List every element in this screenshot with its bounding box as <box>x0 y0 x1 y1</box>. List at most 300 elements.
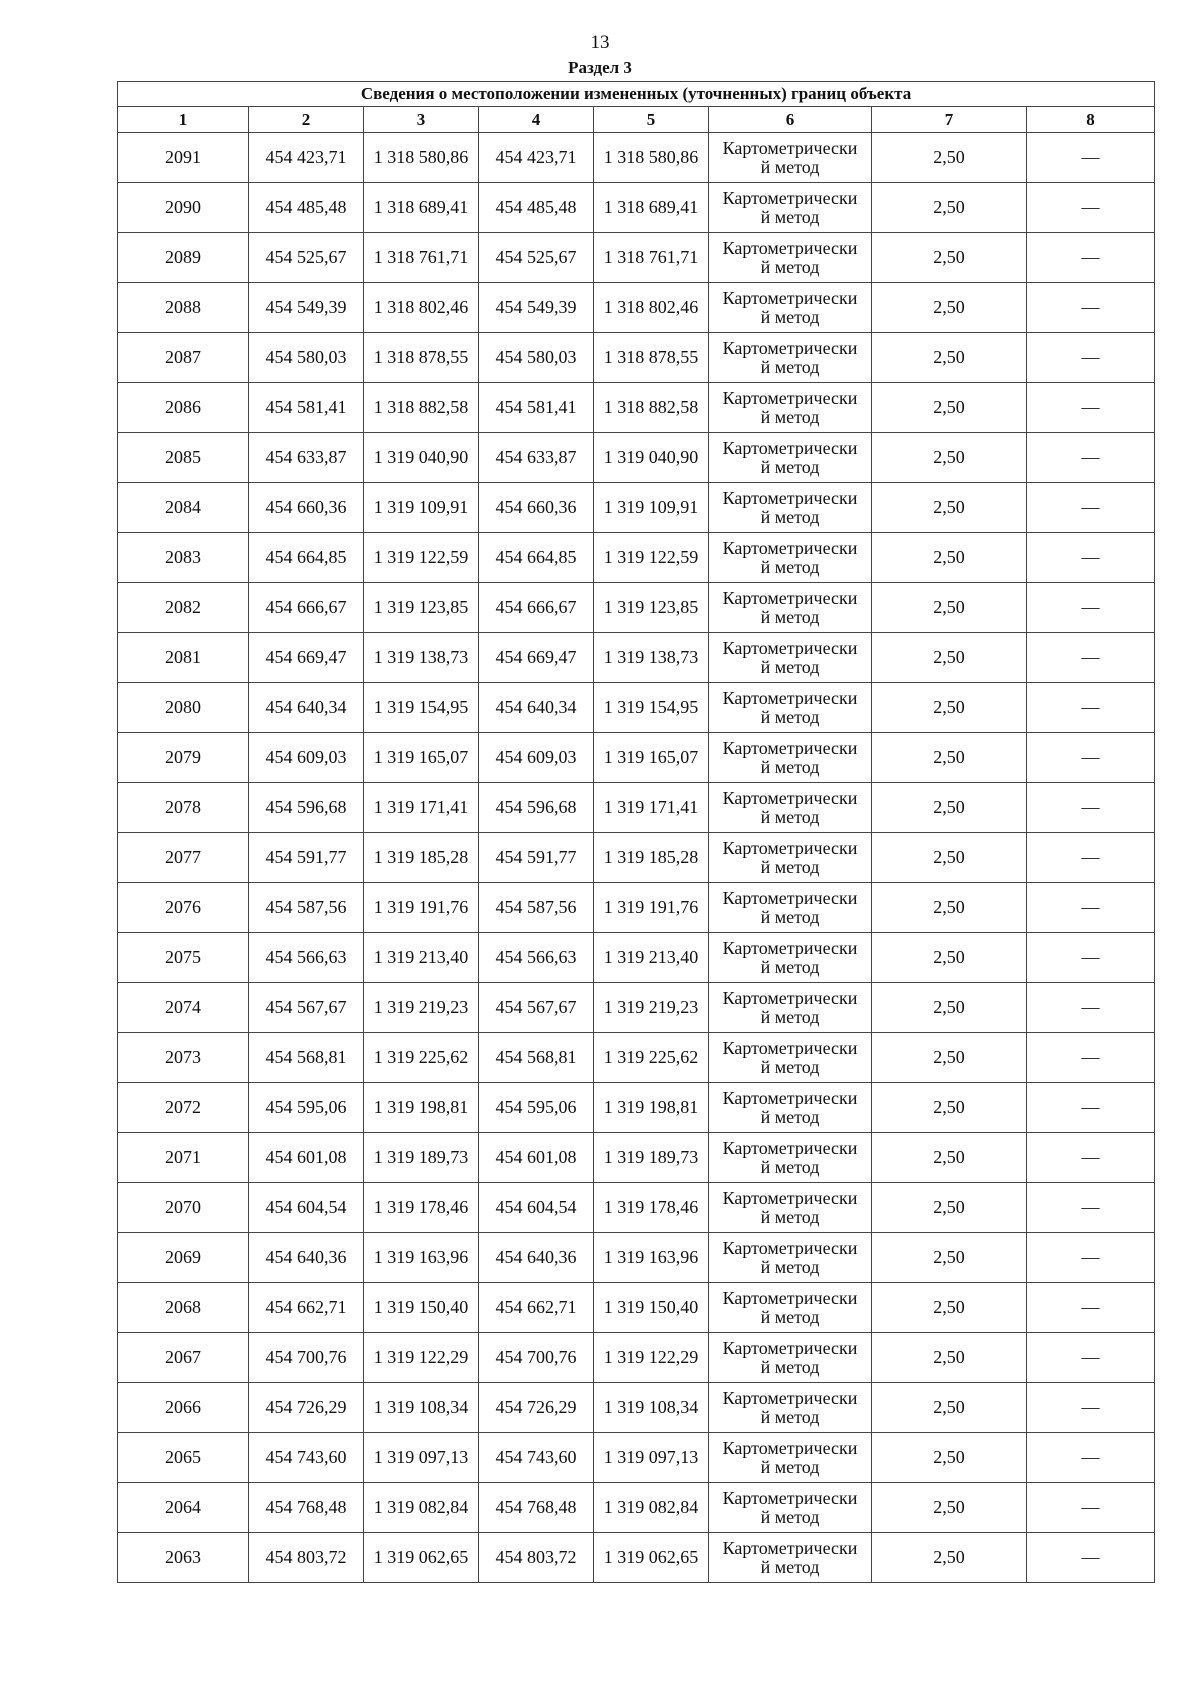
y-new-cell: 1 319 040,90 <box>594 433 709 483</box>
method-text-line1: Картометрически <box>722 1487 858 1508</box>
method-cell <box>709 983 872 1033</box>
accuracy-cell: 2,50 <box>872 583 1027 633</box>
method-text-line1: Картометрически <box>722 737 858 758</box>
y-existing-cell: 1 318 689,41 <box>364 183 479 233</box>
y-new-cell: 1 319 198,81 <box>594 1083 709 1133</box>
method-cell <box>709 683 872 733</box>
method-text-line1: Картометрически <box>722 1237 858 1258</box>
accuracy-cell: 2,50 <box>872 1483 1027 1533</box>
y-existing-cell: 1 319 122,59 <box>364 533 479 583</box>
y-new-cell: 1 318 802,46 <box>594 283 709 333</box>
y-new-cell: 1 319 123,85 <box>594 583 709 633</box>
table-row <box>118 183 1155 233</box>
accuracy-cell: 2,50 <box>872 333 1027 383</box>
method-cell <box>709 1533 872 1583</box>
accuracy-cell: 2,50 <box>872 1233 1027 1283</box>
table-row <box>118 483 1155 533</box>
x-new-cell: 454 587,56 <box>479 883 594 933</box>
accuracy-cell: 2,50 <box>872 283 1027 333</box>
point-number-cell: 2085 <box>118 433 249 483</box>
y-new-cell: 1 319 189,73 <box>594 1133 709 1183</box>
x-existing-cell: 454 768,48 <box>249 1483 364 1533</box>
method-cell <box>709 133 872 183</box>
point-number-cell: 2075 <box>118 933 249 983</box>
y-existing-cell: 1 319 040,90 <box>364 433 479 483</box>
y-new-cell: 1 319 097,13 <box>594 1433 709 1483</box>
table-row <box>118 1233 1155 1283</box>
method-text-line2: й метод <box>760 1156 820 1177</box>
method-text-line1: Картометрически <box>722 1337 858 1358</box>
accuracy-cell: 2,50 <box>872 733 1027 783</box>
y-new-cell: 1 319 171,41 <box>594 783 709 833</box>
dash-cell: — <box>1027 1483 1155 1533</box>
x-existing-cell: 454 580,03 <box>249 333 364 383</box>
accuracy-cell: 2,50 <box>872 183 1027 233</box>
x-existing-cell: 454 595,06 <box>249 1083 364 1133</box>
y-existing-cell: 1 319 165,07 <box>364 733 479 783</box>
dash-cell: — <box>1027 683 1155 733</box>
table-row <box>118 683 1155 733</box>
y-existing-cell: 1 319 123,85 <box>364 583 479 633</box>
dash-cell: — <box>1027 1333 1155 1383</box>
method-text-line2: й метод <box>760 856 820 877</box>
y-existing-cell: 1 319 219,23 <box>364 983 479 1033</box>
method-text-line1: Картометрически <box>722 337 858 358</box>
method-cell <box>709 1183 872 1233</box>
method-text-line1: Картометрически <box>722 1187 858 1208</box>
point-number-cell: 2090 <box>118 183 249 233</box>
accuracy-cell: 2,50 <box>872 483 1027 533</box>
x-new-cell: 454 566,63 <box>479 933 594 983</box>
y-existing-cell: 1 319 225,62 <box>364 1033 479 1083</box>
x-existing-cell: 454 664,85 <box>249 533 364 583</box>
x-existing-cell: 454 525,67 <box>249 233 364 283</box>
x-new-cell: 454 660,36 <box>479 483 594 533</box>
accuracy-cell: 2,50 <box>872 983 1027 1033</box>
accuracy-cell: 2,50 <box>872 133 1027 183</box>
point-number-cell: 2081 <box>118 633 249 683</box>
method-text-line2: й метод <box>760 1206 820 1227</box>
method-cell <box>709 433 872 483</box>
dash-cell: — <box>1027 433 1155 483</box>
accuracy-cell: 2,50 <box>872 683 1027 733</box>
point-number-cell: 2077 <box>118 833 249 883</box>
point-number-cell: 2088 <box>118 283 249 333</box>
page-number: 13 <box>590 32 610 53</box>
column-number: 5 <box>594 107 709 133</box>
dash-cell: — <box>1027 133 1155 183</box>
section-title: Раздел 3 <box>568 58 632 77</box>
method-cell <box>709 1133 872 1183</box>
y-new-cell: 1 319 154,95 <box>594 683 709 733</box>
y-new-cell: 1 318 761,71 <box>594 233 709 283</box>
column-number: 2 <box>249 107 364 133</box>
y-new-cell: 1 319 163,96 <box>594 1233 709 1283</box>
table-row <box>118 1483 1155 1533</box>
method-text-line1: Картометрически <box>722 287 858 308</box>
dash-cell: — <box>1027 1533 1155 1583</box>
point-number-cell: 2072 <box>118 1083 249 1133</box>
table-row <box>118 1533 1155 1583</box>
x-existing-cell: 454 604,54 <box>249 1183 364 1233</box>
y-new-cell: 1 319 062,65 <box>594 1533 709 1583</box>
x-new-cell: 454 662,71 <box>479 1283 594 1333</box>
point-number-cell: 2082 <box>118 583 249 633</box>
y-existing-cell: 1 319 163,96 <box>364 1233 479 1283</box>
table-row <box>118 733 1155 783</box>
accuracy-cell: 2,50 <box>872 1133 1027 1183</box>
method-cell <box>709 483 872 533</box>
dash-cell: — <box>1027 233 1155 283</box>
x-existing-cell: 454 743,60 <box>249 1433 364 1483</box>
y-new-cell: 1 318 882,58 <box>594 383 709 433</box>
method-text-line1: Картометрически <box>722 137 858 158</box>
x-existing-cell: 454 640,36 <box>249 1233 364 1283</box>
table-row <box>118 1283 1155 1333</box>
y-new-cell: 1 318 689,41 <box>594 183 709 233</box>
dash-cell: — <box>1027 633 1155 683</box>
y-new-cell: 1 319 213,40 <box>594 933 709 983</box>
dash-cell: — <box>1027 883 1155 933</box>
method-text-line2: й метод <box>760 606 820 627</box>
x-new-cell: 454 568,81 <box>479 1033 594 1083</box>
table-row <box>118 983 1155 1033</box>
column-number-row <box>118 107 1155 133</box>
accuracy-cell: 2,50 <box>872 233 1027 283</box>
y-new-cell: 1 319 109,91 <box>594 483 709 533</box>
dash-cell: — <box>1027 1433 1155 1483</box>
y-new-cell: 1 319 138,73 <box>594 633 709 683</box>
method-cell <box>709 533 872 583</box>
method-cell <box>709 933 872 983</box>
y-existing-cell: 1 319 082,84 <box>364 1483 479 1533</box>
x-existing-cell: 454 587,56 <box>249 883 364 933</box>
dash-cell: — <box>1027 1033 1155 1083</box>
x-new-cell: 454 525,67 <box>479 233 594 283</box>
dash-cell: — <box>1027 183 1155 233</box>
point-number-cell: 2071 <box>118 1133 249 1183</box>
method-cell <box>709 233 872 283</box>
method-text-line2: й метод <box>760 156 820 177</box>
dash-cell: — <box>1027 733 1155 783</box>
dash-cell: — <box>1027 1283 1155 1333</box>
point-number-cell: 2079 <box>118 733 249 783</box>
point-number-cell: 2091 <box>118 133 249 183</box>
x-new-cell: 454 669,47 <box>479 633 594 683</box>
method-text-line2: й метод <box>760 1556 820 1577</box>
point-number-cell: 2087 <box>118 333 249 383</box>
y-existing-cell: 1 319 109,91 <box>364 483 479 533</box>
y-new-cell: 1 319 191,76 <box>594 883 709 933</box>
method-text-line1: Картометрически <box>722 1537 858 1558</box>
accuracy-cell: 2,50 <box>872 433 1027 483</box>
x-new-cell: 454 609,03 <box>479 733 594 783</box>
x-new-cell: 454 666,67 <box>479 583 594 633</box>
point-number-cell: 2076 <box>118 883 249 933</box>
table-row <box>118 633 1155 683</box>
method-text-line2: й метод <box>760 206 820 227</box>
method-text-line2: й метод <box>760 956 820 977</box>
y-new-cell: 1 319 122,29 <box>594 1333 709 1383</box>
method-text-line2: й метод <box>760 1356 820 1377</box>
method-text-line1: Картометрически <box>722 387 858 408</box>
y-existing-cell: 1 319 097,13 <box>364 1433 479 1483</box>
method-text-line2: й метод <box>760 1256 820 1277</box>
table-row <box>118 533 1155 583</box>
table-body <box>118 133 1155 1583</box>
table-row <box>118 233 1155 283</box>
y-existing-cell: 1 319 189,73 <box>364 1133 479 1183</box>
table-row <box>118 783 1155 833</box>
accuracy-cell: 2,50 <box>872 1533 1027 1583</box>
dash-cell: — <box>1027 533 1155 583</box>
point-number-cell: 2084 <box>118 483 249 533</box>
x-new-cell: 454 596,68 <box>479 783 594 833</box>
column-number: 1 <box>118 107 249 133</box>
table-row <box>118 583 1155 633</box>
method-text-line1: Картометрически <box>722 837 858 858</box>
x-new-cell: 454 633,87 <box>479 433 594 483</box>
column-number: 7 <box>872 107 1027 133</box>
method-text-line1: Картометрически <box>722 187 858 208</box>
accuracy-cell: 2,50 <box>872 933 1027 983</box>
method-cell <box>709 283 872 333</box>
column-number: 3 <box>364 107 479 133</box>
method-text-line1: Картометрически <box>722 1037 858 1058</box>
point-number-cell: 2073 <box>118 1033 249 1083</box>
point-number-cell: 2063 <box>118 1533 249 1583</box>
y-existing-cell: 1 318 882,58 <box>364 383 479 433</box>
point-number-cell: 2065 <box>118 1433 249 1483</box>
method-text-line2: й метод <box>760 1406 820 1427</box>
point-number-cell: 2086 <box>118 383 249 433</box>
dash-cell: — <box>1027 983 1155 1033</box>
method-text-line1: Картометрически <box>722 687 858 708</box>
table-row <box>118 1083 1155 1133</box>
method-text-line2: й метод <box>760 906 820 927</box>
dash-cell: — <box>1027 783 1155 833</box>
method-text-line2: й метод <box>760 1506 820 1527</box>
accuracy-cell: 2,50 <box>872 1033 1027 1083</box>
dash-cell: — <box>1027 333 1155 383</box>
x-new-cell: 454 591,77 <box>479 833 594 883</box>
x-existing-cell: 454 662,71 <box>249 1283 364 1333</box>
y-existing-cell: 1 319 171,41 <box>364 783 479 833</box>
x-new-cell: 454 604,54 <box>479 1183 594 1233</box>
x-existing-cell: 454 549,39 <box>249 283 364 333</box>
x-new-cell: 454 601,08 <box>479 1133 594 1183</box>
dash-cell: — <box>1027 1083 1155 1133</box>
y-new-cell: 1 319 082,84 <box>594 1483 709 1533</box>
method-text-line2: й метод <box>760 456 820 477</box>
x-new-cell: 454 640,34 <box>479 683 594 733</box>
table-row <box>118 133 1155 183</box>
method-text-line1: Картометрически <box>722 237 858 258</box>
y-existing-cell: 1 319 178,46 <box>364 1183 479 1233</box>
x-new-cell: 454 768,48 <box>479 1483 594 1533</box>
x-new-cell: 454 803,72 <box>479 1533 594 1583</box>
x-existing-cell: 454 596,68 <box>249 783 364 833</box>
method-text-line2: й метод <box>760 256 820 277</box>
x-existing-cell: 454 567,67 <box>249 983 364 1033</box>
y-existing-cell: 1 319 108,34 <box>364 1383 479 1433</box>
point-number-cell: 2080 <box>118 683 249 733</box>
point-number-cell: 2074 <box>118 983 249 1033</box>
x-existing-cell: 454 669,47 <box>249 633 364 683</box>
method-text-line1: Картометрически <box>722 937 858 958</box>
method-cell <box>709 1033 872 1083</box>
dash-cell: — <box>1027 933 1155 983</box>
method-cell <box>709 783 872 833</box>
method-cell <box>709 883 872 933</box>
method-text-line1: Картометрически <box>722 887 858 908</box>
x-existing-cell: 454 726,29 <box>249 1383 364 1433</box>
x-new-cell: 454 485,48 <box>479 183 594 233</box>
y-existing-cell: 1 319 150,40 <box>364 1283 479 1333</box>
dash-cell: — <box>1027 383 1155 433</box>
table-row <box>118 1333 1155 1383</box>
dash-cell: — <box>1027 1233 1155 1283</box>
method-text-line1: Картометрически <box>722 437 858 458</box>
point-number-cell: 2078 <box>118 783 249 833</box>
point-number-cell: 2066 <box>118 1383 249 1433</box>
method-text-line1: Картометрически <box>722 787 858 808</box>
table-row <box>118 383 1155 433</box>
method-text-line2: й метод <box>760 1106 820 1127</box>
method-cell <box>709 1383 872 1433</box>
y-new-cell: 1 319 108,34 <box>594 1383 709 1433</box>
x-existing-cell: 454 803,72 <box>249 1533 364 1583</box>
y-existing-cell: 1 318 580,86 <box>364 133 479 183</box>
method-text-line1: Картометрически <box>722 1287 858 1308</box>
point-number-cell: 2064 <box>118 1483 249 1533</box>
method-cell <box>709 1233 872 1283</box>
method-text-line2: й метод <box>760 306 820 327</box>
point-number-cell: 2068 <box>118 1283 249 1333</box>
y-new-cell: 1 319 225,62 <box>594 1033 709 1083</box>
x-existing-cell: 454 485,48 <box>249 183 364 233</box>
y-existing-cell: 1 318 761,71 <box>364 233 479 283</box>
table-row <box>118 1033 1155 1083</box>
dash-cell: — <box>1027 283 1155 333</box>
table-row <box>118 1133 1155 1183</box>
x-new-cell: 454 567,67 <box>479 983 594 1033</box>
x-new-cell: 454 726,29 <box>479 1383 594 1433</box>
method-cell <box>709 633 872 683</box>
table-row <box>118 333 1155 383</box>
method-text-line1: Картометрически <box>722 1087 858 1108</box>
accuracy-cell: 2,50 <box>872 1183 1027 1233</box>
table-row <box>118 1183 1155 1233</box>
x-existing-cell: 454 609,03 <box>249 733 364 783</box>
y-new-cell: 1 319 178,46 <box>594 1183 709 1233</box>
x-new-cell: 454 423,71 <box>479 133 594 183</box>
accuracy-cell: 2,50 <box>872 833 1027 883</box>
method-text-line1: Картометрически <box>722 1387 858 1408</box>
dash-cell: — <box>1027 1383 1155 1433</box>
y-new-cell: 1 318 878,55 <box>594 333 709 383</box>
method-text-line2: й метод <box>760 1456 820 1477</box>
column-number: 8 <box>1027 107 1155 133</box>
accuracy-cell: 2,50 <box>872 533 1027 583</box>
method-cell <box>709 1483 872 1533</box>
point-number-cell: 2089 <box>118 233 249 283</box>
x-existing-cell: 454 568,81 <box>249 1033 364 1083</box>
x-existing-cell: 454 633,87 <box>249 433 364 483</box>
method-text-line2: й метод <box>760 806 820 827</box>
method-text-line1: Картометрически <box>722 487 858 508</box>
method-text-line2: й метод <box>760 406 820 427</box>
y-new-cell: 1 319 122,59 <box>594 533 709 583</box>
accuracy-cell: 2,50 <box>872 1283 1027 1333</box>
y-existing-cell: 1 319 122,29 <box>364 1333 479 1383</box>
method-cell <box>709 333 872 383</box>
y-new-cell: 1 318 580,86 <box>594 133 709 183</box>
x-new-cell: 454 700,76 <box>479 1333 594 1383</box>
x-existing-cell: 454 566,63 <box>249 933 364 983</box>
method-text-line1: Картометрически <box>722 1137 858 1158</box>
method-text-line2: й метод <box>760 1306 820 1327</box>
column-number: 4 <box>479 107 594 133</box>
method-cell <box>709 1283 872 1333</box>
point-number-cell: 2083 <box>118 533 249 583</box>
x-existing-cell: 454 640,34 <box>249 683 364 733</box>
coordinates-table <box>117 81 1155 1583</box>
method-text-line1: Картометрически <box>722 537 858 558</box>
method-cell <box>709 1333 872 1383</box>
method-cell <box>709 583 872 633</box>
y-existing-cell: 1 319 154,95 <box>364 683 479 733</box>
point-number-cell: 2067 <box>118 1333 249 1383</box>
x-existing-cell: 454 581,41 <box>249 383 364 433</box>
dash-cell: — <box>1027 1133 1155 1183</box>
y-existing-cell: 1 318 878,55 <box>364 333 479 383</box>
y-existing-cell: 1 319 213,40 <box>364 933 479 983</box>
dash-cell: — <box>1027 1183 1155 1233</box>
method-cell <box>709 833 872 883</box>
table-row <box>118 833 1155 883</box>
table-row <box>118 1433 1155 1483</box>
method-text-line2: й метод <box>760 506 820 527</box>
table-caption: Сведения о местоположении измененных (уточненных) границ объекта <box>118 82 1155 107</box>
method-cell <box>709 383 872 433</box>
dash-cell: — <box>1027 483 1155 533</box>
x-new-cell: 454 743,60 <box>479 1433 594 1483</box>
y-new-cell: 1 319 165,07 <box>594 733 709 783</box>
method-text-line2: й метод <box>760 556 820 577</box>
x-existing-cell: 454 601,08 <box>249 1133 364 1183</box>
x-new-cell: 454 595,06 <box>479 1083 594 1133</box>
accuracy-cell: 2,50 <box>872 383 1027 433</box>
accuracy-cell: 2,50 <box>872 783 1027 833</box>
y-existing-cell: 1 319 062,65 <box>364 1533 479 1583</box>
table-row <box>118 1383 1155 1433</box>
method-text-line1: Картометрически <box>722 1437 858 1458</box>
table-row <box>118 933 1155 983</box>
column-number: 6 <box>709 107 872 133</box>
point-number-cell: 2069 <box>118 1233 249 1283</box>
x-existing-cell: 454 660,36 <box>249 483 364 533</box>
table-row <box>118 433 1155 483</box>
method-cell <box>709 1433 872 1483</box>
accuracy-cell: 2,50 <box>872 1333 1027 1383</box>
accuracy-cell: 2,50 <box>872 1433 1027 1483</box>
y-existing-cell: 1 319 198,81 <box>364 1083 479 1133</box>
dash-cell: — <box>1027 583 1155 633</box>
table-row <box>118 283 1155 333</box>
x-new-cell: 454 580,03 <box>479 333 594 383</box>
table-row <box>118 883 1155 933</box>
